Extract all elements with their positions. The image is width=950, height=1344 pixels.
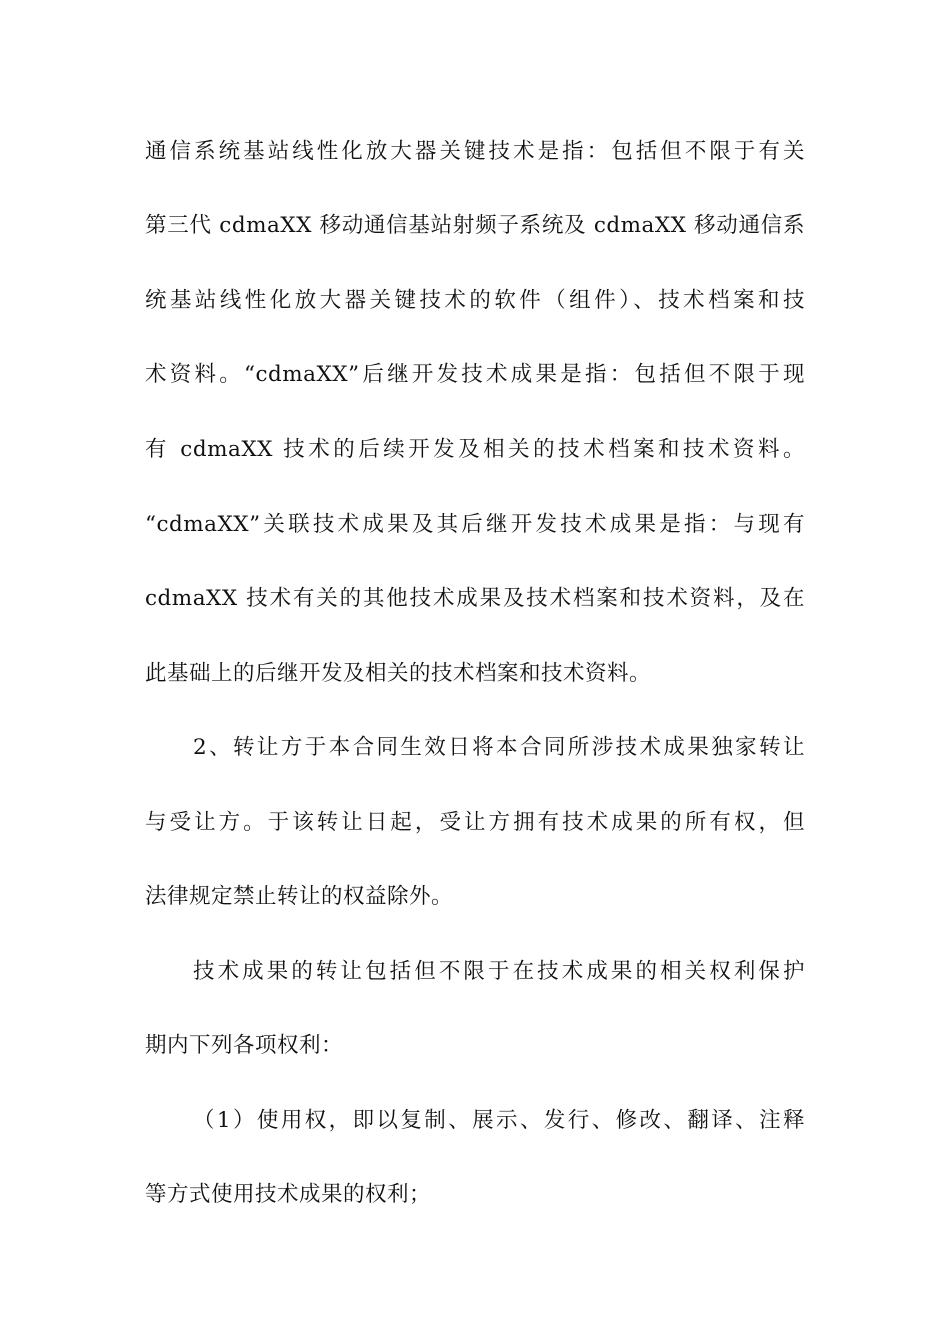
text-line: 与受让方。于该转让日起，受让方拥有技术成果的所有权，但 [145, 810, 805, 835]
text-line: 法律规定禁止转让的权益除外。 [145, 884, 454, 909]
text-line: 术资料。“cdmaXX”后继开发技术成果是指：包括但不限于现 [145, 362, 805, 387]
text-line: cdmaXX 技术有关的其他技术成果及技术档案和技术资料，及在 [145, 586, 805, 611]
text-line: 有 cdmaXX 技术的后续开发及相关的技术档案和技术资料。 [145, 437, 805, 462]
list-item-line: （1）使用权，即以复制、展示、发行、修改、翻译、注释 [193, 1108, 805, 1133]
text-line: 统基站线性化放大器关键技术的软件（组件）、技术档案和技 [145, 288, 805, 313]
text-line: 期内下列各项权利： [145, 1033, 344, 1058]
paragraph-first-line: 2、转让方于本合同生效日将本合同所涉技术成果独家转让 [193, 735, 805, 760]
text-line: 等方式使用技术成果的权利； [145, 1182, 432, 1207]
text-line: “cdmaXX”关联技术成果及其后继开发技术成果是指：与现有 [145, 512, 805, 537]
text-line: 第三代 cdmaXX 移动通信基站射频子系统及 cdmaXX 移动通信系 [145, 213, 805, 238]
text-line: 此基础上的后继开发及相关的技术档案和技术资料。 [145, 661, 652, 686]
paragraph-first-line: 技术成果的转让包括但不限于在技术成果的相关权利保护 [193, 959, 805, 984]
text-line: 通信系统基站线性化放大器关键技术是指：包括但不限于有关 [145, 139, 805, 164]
